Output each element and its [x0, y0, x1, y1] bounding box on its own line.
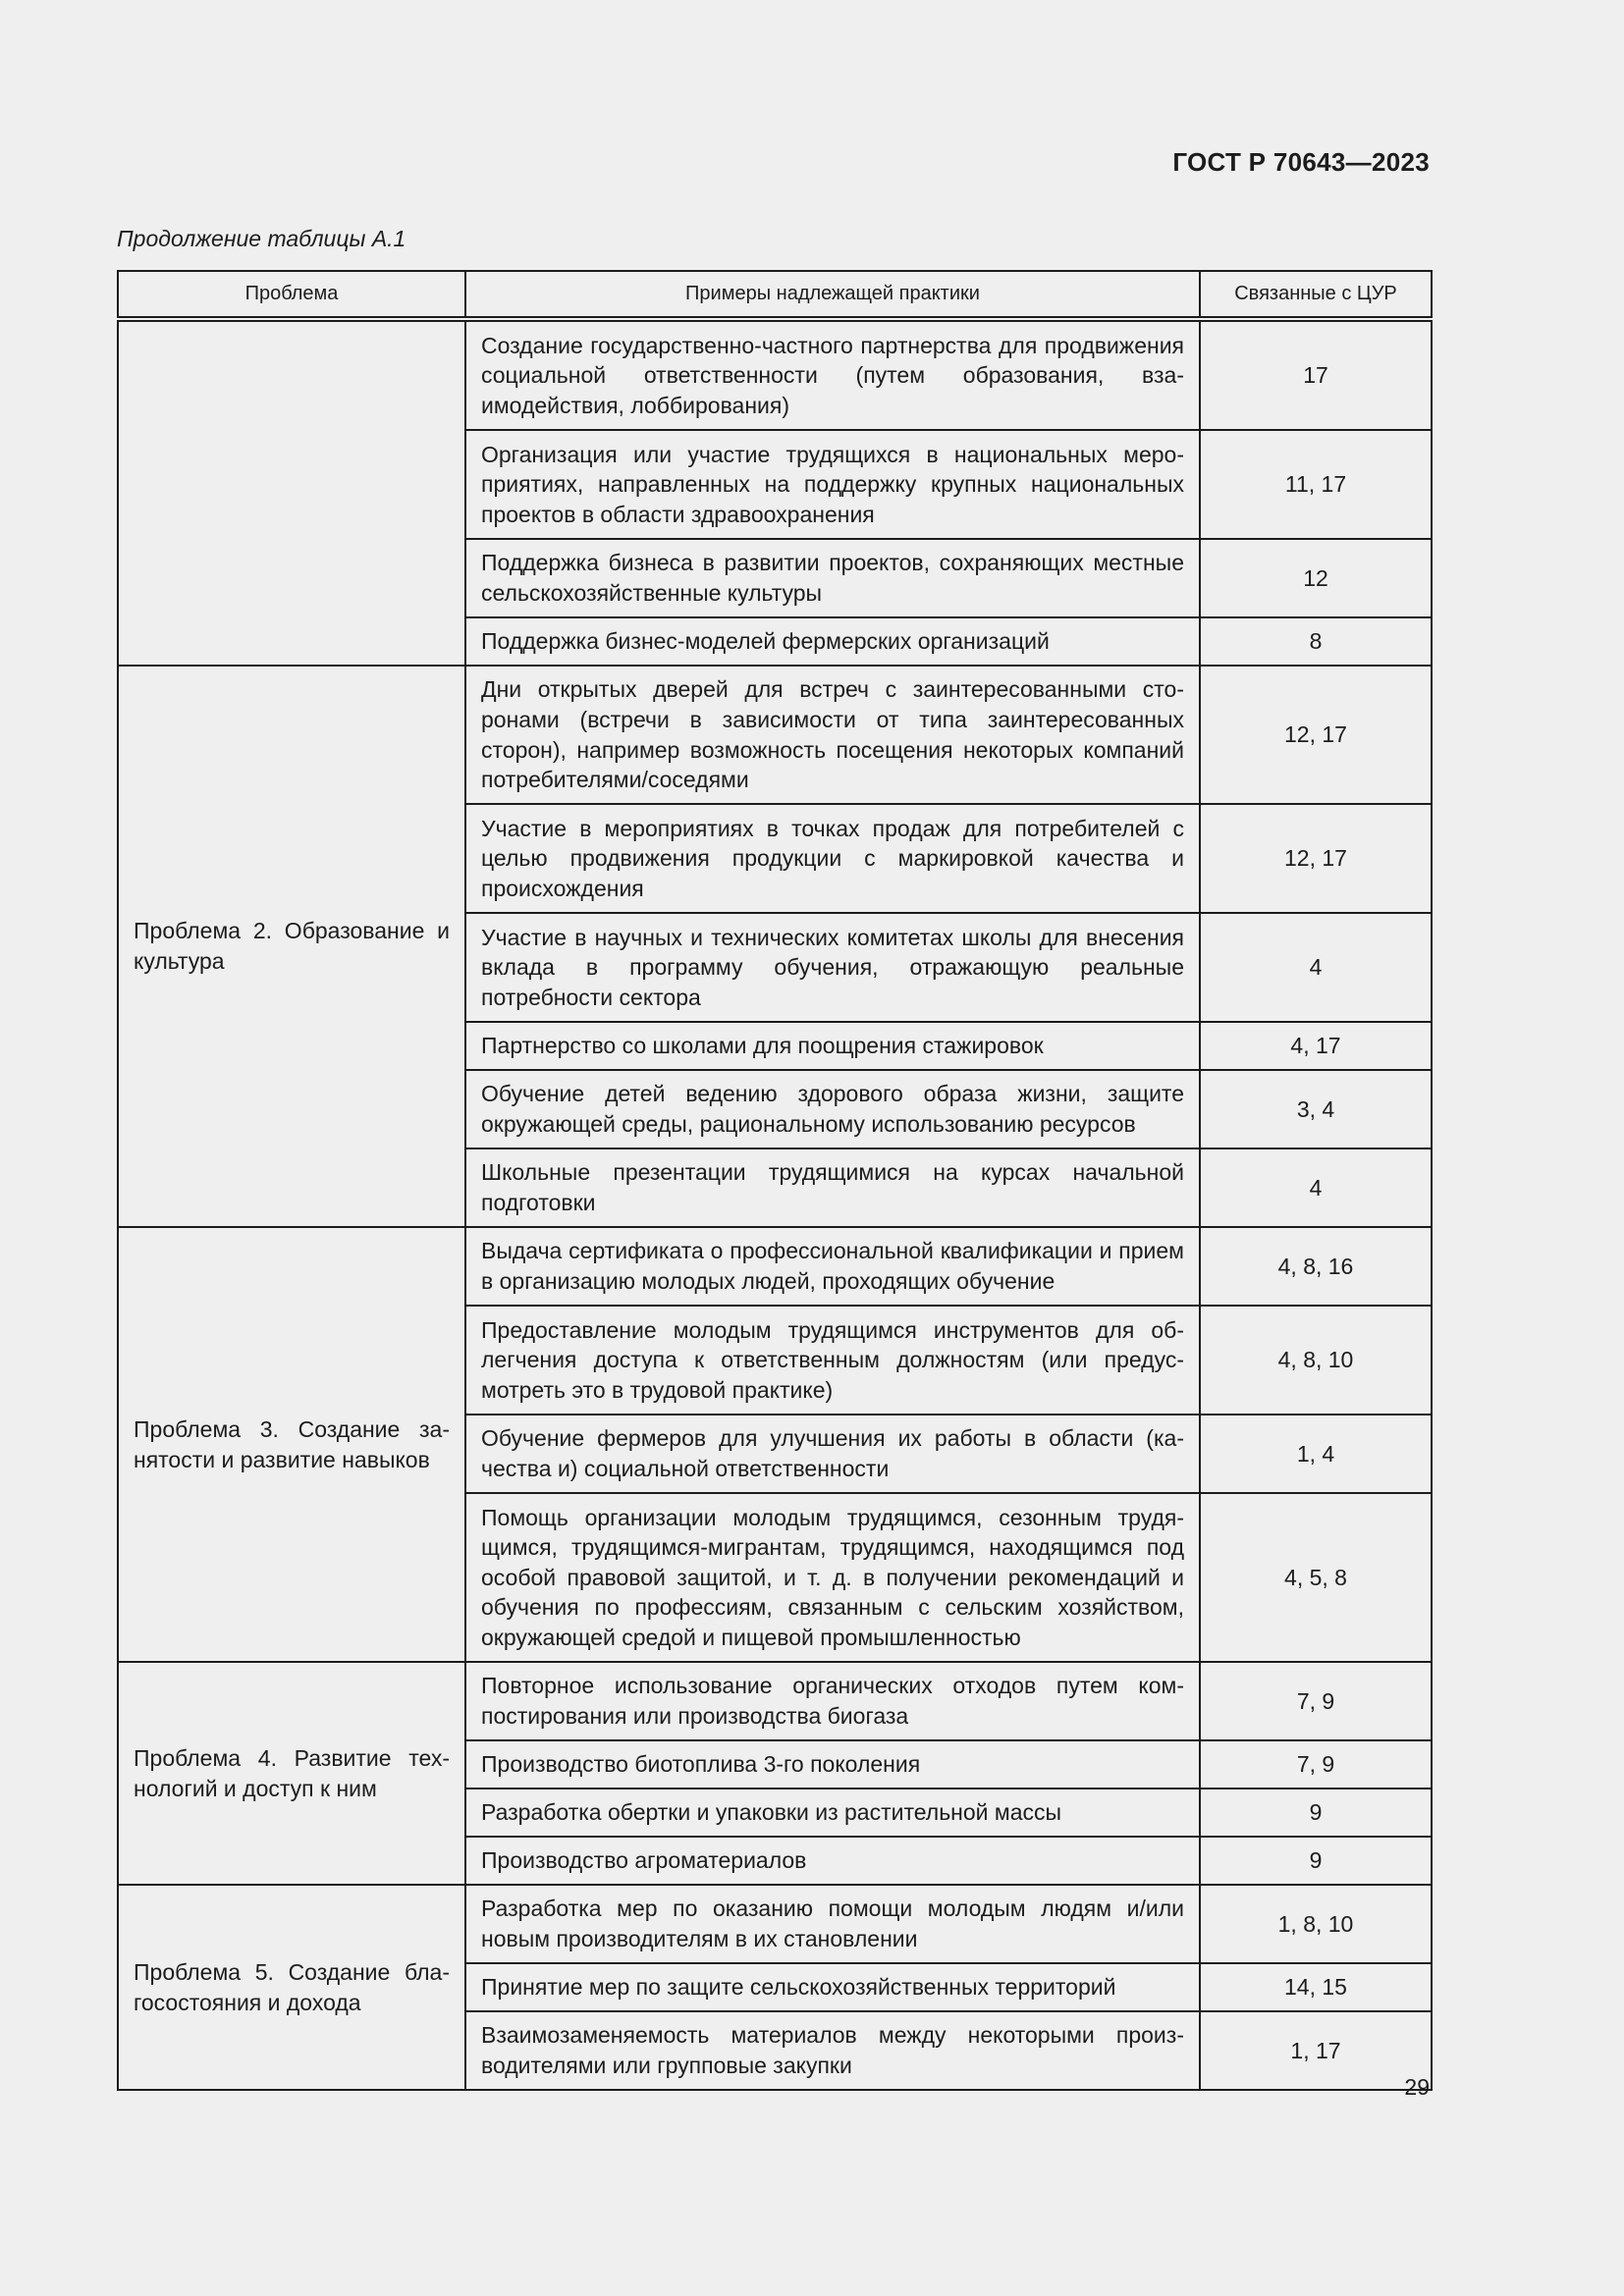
practice-cell: Поддержка бизнес-моделей фермерских организаций — [465, 617, 1200, 666]
practice-cell: Помощь организации молодым трудящимся, сезонным трудящимся, трудящимся-мигрантам, трудящимся, находящимся под особой правовой защитой, и т. д. в получении рекомендаций и обучения по профессиям, связанным с сельским хозяйством, окружающей средой и пищевой промышленностью — [465, 1493, 1200, 1662]
practice-cell: Обучение детей ведению здорового образа жизни, защите окружающей среды, рациональному использованию ресурсов — [465, 1070, 1200, 1148]
sdg-cell: 7, 9 — [1200, 1662, 1432, 1740]
table-row — [118, 319, 1432, 430]
sdg-cell: 12, 17 — [1200, 804, 1432, 913]
document-code: ГОСТ Р 70643—2023 — [1172, 147, 1430, 177]
table-caption: Продолжение таблицы А.1 — [117, 226, 406, 251]
practice-cell: Организация или участие трудящихся в национальных мероприятиях, направленных на поддержку крупных национальных проектов в области здравоохранения — [465, 430, 1200, 539]
problem-cell — [118, 319, 465, 666]
practice-cell: Партнерство со школами для поощрения стажировок — [465, 1022, 1200, 1070]
practices-table — [117, 270, 1433, 2091]
sdg-cell: 1, 17 — [1200, 2011, 1432, 2090]
sdg-cell: 4 — [1200, 913, 1432, 1022]
practice-cell: Обучение фермеров для улучшения их работы в области (качества и) социальной ответственности — [465, 1415, 1200, 1493]
sdg-cell: 12 — [1200, 539, 1432, 617]
column-header-practice: Примеры надлежащей практики — [465, 271, 1200, 319]
column-header-problem: Проблема — [118, 271, 465, 319]
problem-cell: Проблема 2. Образование и культура — [118, 666, 465, 1227]
problem-cell: Проблема 3. Создание занятости и развитие навыков — [118, 1227, 465, 1662]
sdg-cell: 9 — [1200, 1789, 1432, 1837]
practice-cell: Разработка обертки и упаковки из растительной массы — [465, 1789, 1200, 1837]
page-number: 29 — [1404, 2074, 1430, 2100]
practice-cell: Производство агроматериалов — [465, 1837, 1200, 1885]
sdg-cell: 3, 4 — [1200, 1070, 1432, 1148]
column-header-sdg: Связанные с ЦУР — [1200, 271, 1432, 319]
sdg-cell: 4 — [1200, 1148, 1432, 1227]
practice-cell: Предоставление молодым трудящимся инструментов для облегчения доступа к ответственным должностям (или предусмотреть это в трудовой практике) — [465, 1306, 1200, 1415]
sdg-cell: 1, 4 — [1200, 1415, 1432, 1493]
practice-cell: Принятие мер по защите сельскохозяйственных территорий — [465, 1963, 1200, 2011]
table-row — [118, 1227, 1432, 1306]
problem-cell: Проблема 4. Развитие технологий и доступ к ним — [118, 1662, 465, 1885]
practice-cell: Повторное использование органических отходов путем компостирования или производства биогаза — [465, 1662, 1200, 1740]
table-row — [118, 666, 1432, 804]
sdg-cell: 7, 9 — [1200, 1740, 1432, 1789]
table-header-row — [118, 271, 1432, 319]
sdg-cell: 14, 15 — [1200, 1963, 1432, 2011]
practice-cell: Создание государственно-частного партнерства для продвижения социальной ответственности (путем образования, взаимодействия, лоббирования) — [465, 319, 1200, 430]
sdg-cell: 17 — [1200, 319, 1432, 430]
table-row — [118, 1662, 1432, 1740]
practice-cell: Взаимозаменяемость материалов между некоторыми производителями или групповые закупки — [465, 2011, 1200, 2090]
practice-cell: Участие в научных и технических комитетах школы для внесения вклада в программу обучения, отражающую реальные потребности сектора — [465, 913, 1200, 1022]
sdg-cell: 4, 17 — [1200, 1022, 1432, 1070]
problem-cell: Проблема 5. Создание благосостояния и дохода — [118, 1885, 465, 2090]
practice-cell: Производство биотоплива 3-го поколения — [465, 1740, 1200, 1789]
sdg-cell: 12, 17 — [1200, 666, 1432, 804]
practice-cell: Поддержка бизнеса в развитии проектов, сохраняющих местные сельскохозяйственные культуры — [465, 539, 1200, 617]
sdg-cell: 4, 8, 10 — [1200, 1306, 1432, 1415]
table-row — [118, 1885, 1432, 1963]
sdg-cell: 9 — [1200, 1837, 1432, 1885]
sdg-cell: 1, 8, 10 — [1200, 1885, 1432, 1963]
sdg-cell: 11, 17 — [1200, 430, 1432, 539]
practice-cell: Разработка мер по оказанию помощи молодым людям и/или новым производителям в их становлении — [465, 1885, 1200, 1963]
practice-cell: Участие в мероприятиях в точках продаж для потребителей с целью продвижения продукции с маркировкой качества и происхождения — [465, 804, 1200, 913]
practice-cell: Дни открытых дверей для встреч с заинтересованными сторонами (встречи в зависимости от типа заинтересованных сторон), например возможность посещения некоторых компаний потребителями/соседями — [465, 666, 1200, 804]
sdg-cell: 4, 8, 16 — [1200, 1227, 1432, 1306]
sdg-cell: 8 — [1200, 617, 1432, 666]
practice-cell: Выдача сертификата о профессиональной квалификации и прием в организацию молодых людей, проходящих обучение — [465, 1227, 1200, 1306]
practice-cell: Школьные презентации трудящимися на курсах начальной подготовки — [465, 1148, 1200, 1227]
sdg-cell: 4, 5, 8 — [1200, 1493, 1432, 1662]
